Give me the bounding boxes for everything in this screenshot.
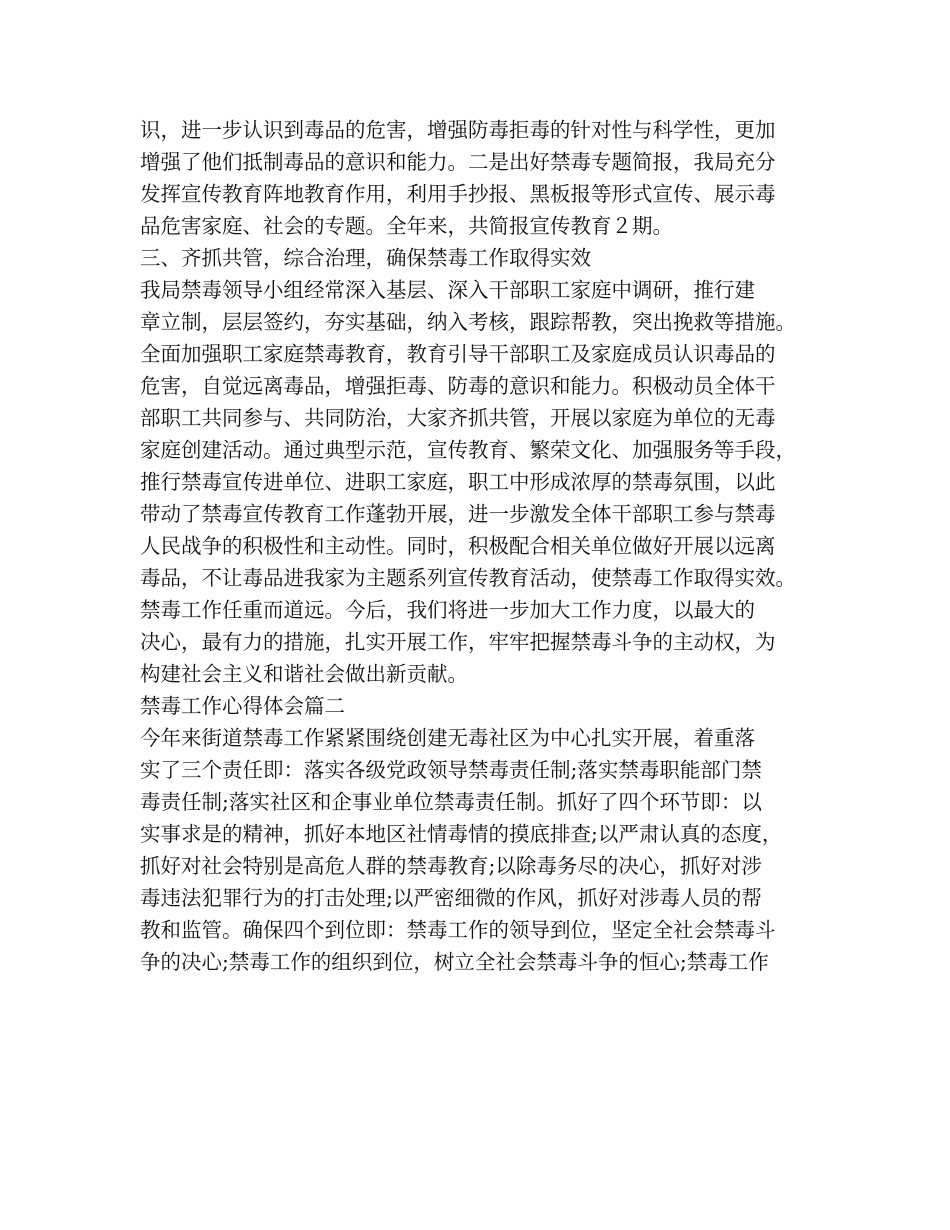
text-line: 构建社会主义和谐社会做出新贡献。 — [140, 662, 468, 686]
text-line: 教和监管。确保四个到位即：禁毒工作的领导到位，坚定全社会禁毒斗 — [140, 918, 776, 942]
text-line: 抓好对社会特别是高危人群的禁毒教育;以除毒务尽的决心，抓好对涉 — [140, 854, 762, 878]
text-line: 争的决心;禁毒工作的组织到位，树立全社会禁毒斗争的恒心;禁毒工作 — [140, 950, 769, 974]
text-line: 我局禁毒领导小组经常深入基层、深入干部职工家庭中调研，推行建 — [140, 278, 755, 302]
text-line: 发挥宣传教育阵地教育作用，利用手抄报、黑板报等形式宣传、展示毒 — [140, 182, 776, 206]
text-line: 决心，最有力的措施，扎实开展工作，牢牢把握禁毒斗争的主动权，为 — [140, 630, 776, 654]
text-line: 今年来街道禁毒工作紧紧围绕创建无毒社区为中心扎实开展，着重落 — [140, 726, 755, 750]
section-heading: 三、齐抓共管，综合治理，确保禁毒工作取得实效 — [140, 246, 591, 270]
text-line: 增强了他们抵制毒品的意识和能力。二是出好禁毒专题简报，我局充分 — [140, 150, 776, 174]
text-line: 识，进一步认识到毒品的危害，增强防毒拒毒的针对性与科学性，更加 — [140, 118, 776, 142]
text-line: 禁毒工作任重而道远。今后，我们将进一步加大工作力度，以最大的 — [140, 598, 755, 622]
article-subtitle: 禁毒工作心得体会篇二 — [140, 694, 345, 718]
text-line: 章立制，层层签约，夯实基础，纳入考核，跟踪帮教，突出挽救等措施。 — [140, 310, 796, 334]
text-line: 实了三个责任即：落实各级党政领导禁毒责任制;落实禁毒职能部门禁 — [140, 758, 762, 782]
text-line: 带动了禁毒宣传教育工作蓬勃开展，进一步激发全体干部职工参与禁毒 — [140, 502, 776, 526]
document-body — [140, 114, 830, 978]
text-line: 推行禁毒宣传进单位、进职工家庭，职工中形成浓厚的禁毒氛围，以此 — [140, 470, 776, 494]
text-line: 部职工共同参与、共同防治，大家齐抓共管，开展以家庭为单位的无毒 — [140, 406, 776, 430]
text-line: 毒责任制;落实社区和企事业单位禁毒责任制。抓好了四个环节即：以 — [140, 790, 762, 814]
text-line: 毒品，不让毒品进我家为主题系列宣传教育活动，使禁毒工作取得实效。 — [140, 566, 796, 590]
text-line: 家庭创建活动。通过典型示范，宣传教育、繁荣文化、加强服务等手段， — [140, 438, 796, 462]
text-line: 人民战争的积极性和主动性。同时，积极配合相关单位做好开展以远离 — [140, 534, 776, 558]
text-line: 危害，自觉远离毒品，增强拒毒、防毒的意识和能力。积极动员全体干 — [140, 374, 776, 398]
text-line: 实事求是的精神，抓好本地区社情毒情的摸底排查;以严肃认真的态度， — [140, 822, 783, 846]
text-line: 全面加强职工家庭禁毒教育，教育引导干部职工及家庭成员认识毒品的 — [140, 342, 776, 366]
text-line: 品危害家庭、社会的专题。全年来，共简报宣传教育２期。 — [140, 214, 673, 238]
text-line: 毒违法犯罪行为的打击处理;以严密细微的作风，抓好对涉毒人员的帮 — [140, 886, 762, 910]
